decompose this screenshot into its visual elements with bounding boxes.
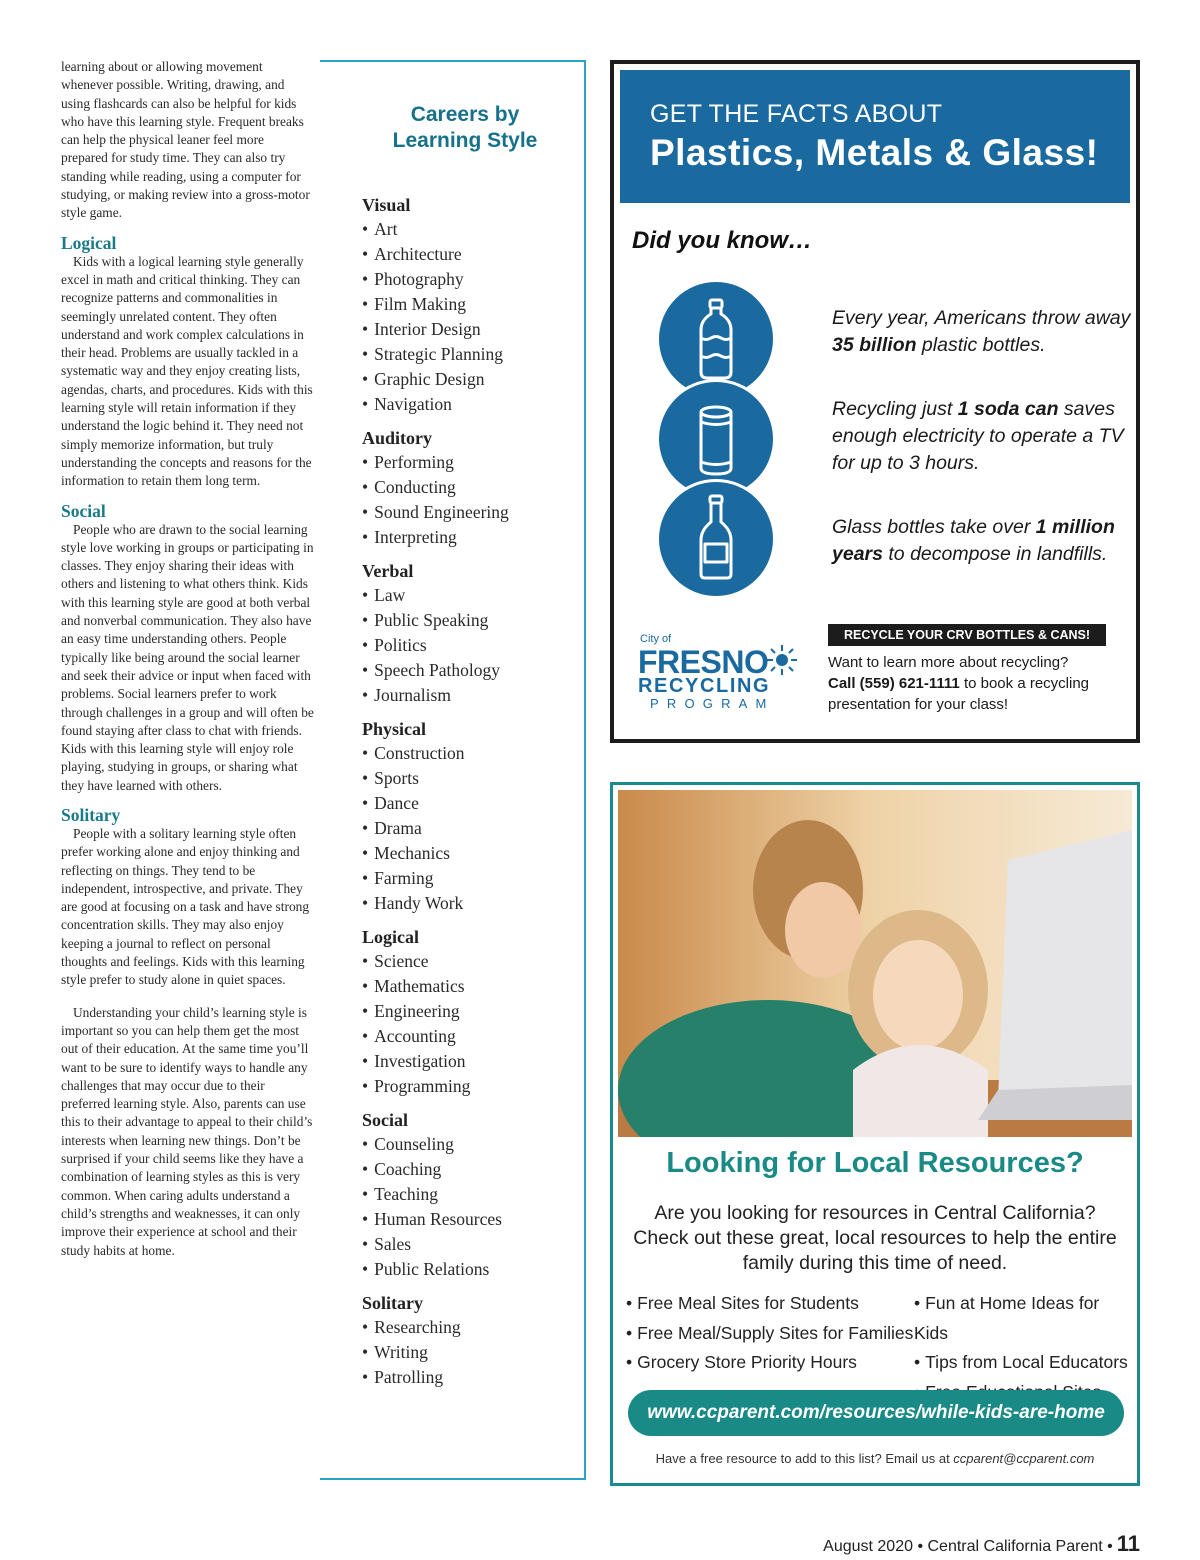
career-group-verbal (362, 559, 582, 708)
careers-title: Careers by Learning Style (392, 103, 538, 152)
list-item: • Tips from Local Educators (914, 1348, 1137, 1378)
list-item: • Counseling (362, 1132, 582, 1157)
list-item: • Architecture (362, 242, 582, 267)
section-body-social: People who are drawn to the social learning style love working in groups or participating in classes. They enjoy sharing their ideas with others and listening to what others think. Kids with this learning style are good at both verbal and nonverbal communication. They also have an easy time understanding others. People typically like being around the social learner and seek their advice or input when faced with problems. Social learners prefer to work through challenges in a group and will often be found staying after class to chat with friends. Kids with this learning style will enjoy role playing, studying in groups, or sharing what they have learned with others. (61, 521, 314, 793)
career-group-heading: Social (362, 1110, 409, 1130)
list-item: • Coaching (362, 1157, 582, 1182)
list-item: • Patrolling (362, 1365, 582, 1390)
recycling-banner (620, 70, 1130, 203)
list-item: • Fun at Home Ideas for Kids (914, 1289, 1137, 1348)
recycling-ad (610, 60, 1140, 743)
resources-body: Are you looking for resources in Central California? Check out these great, local resources to help the entire family during this time of need. (633, 1202, 1117, 1274)
list-item: • Public Relations (362, 1257, 582, 1282)
list-item: • Journalism (362, 683, 582, 708)
list-item: • Grocery Store Priority Hours (626, 1348, 913, 1378)
list-item: • Navigation (362, 392, 582, 417)
local-resources-ad (610, 782, 1140, 1486)
resources-url-link[interactable]: www.ccparent.com/resources/while-kids-are-home (628, 1390, 1124, 1436)
list-item: • Free Meal Sites for Students (626, 1289, 913, 1319)
section-body-logical: Kids with a logical learning style generally excel in math and critical thinking. They can recognize patterns and commonalities in seemingly unrelated content. They often understand and work complex calculations in their head. Problems are usually tackled in a systematic way and they enjoy creating lists, agendas, charts, and procedures. Kids with this learning style will retain information if they understand the logic behind it. They need not simply memorize information, but truly understanding the concepts and reasons for the information to retain them long term. (61, 253, 313, 489)
list-item: • Conducting (362, 475, 582, 500)
banner-headline: Plastics, Metals & Glass! (650, 132, 1099, 173)
career-group-auditory (362, 426, 582, 550)
career-group-logical (362, 925, 582, 1099)
career-group-solitary (362, 1291, 582, 1390)
section-heading-solitary: Solitary (61, 804, 121, 825)
career-group-heading: Solitary (362, 1293, 423, 1313)
article-intro: learning about or allowing movement whenever possible. Writing, drawing, and using flashcards can also be helpful for kids who have this learning style. Frequent breaks can help the physical leaner feel more prepared for study time. They can also try standing while reading, using a computer for studying, or making review into a gross-motor style game. (61, 59, 310, 221)
list-item: • Art (362, 217, 582, 242)
list-item: • Teaching (362, 1182, 582, 1207)
list-item: • Sports (362, 766, 582, 791)
list-item: • Film Making (362, 292, 582, 317)
career-group-physical (362, 717, 582, 916)
career-group-social (362, 1108, 582, 1282)
fact-plastic: Every year, Americans throw away 35 billion plastic bottles. (832, 307, 1131, 356)
list-item: • Interior Design (362, 317, 582, 342)
career-group-heading: Physical (362, 719, 427, 739)
recycling-contact: Want to learn more about recycling? Call (559) 621-1111 to book a recycling presentation for your class! (828, 654, 1090, 713)
list-item: • Photography (362, 267, 582, 292)
list-item: • Speech Pathology (362, 658, 582, 683)
resources-list-left (626, 1289, 913, 1378)
list-item: • Mathematics (362, 974, 582, 999)
did-you-know: Did you know… (632, 227, 812, 254)
article-closing: Understanding your child’s learning style is important so you can help them get the most out of their education. At the same time you’ll want to be sure to identify ways to handle any challenges that may occur due to their preferred learning style. Also, parents can use this to their advantage to appeal to their child’s interests when learning new things. Don’t be surprised if your child seems like they have a combination of learning styles as this is very common. When caring adults understand a child’s strengths and weaknesses, it can only improve their experience at school and their study habits at home. (61, 1004, 313, 1258)
list-item: • Graphic Design (362, 367, 582, 392)
list-item: • Accounting (362, 1024, 582, 1049)
career-group-heading: Logical (362, 927, 419, 947)
email-link[interactable]: ccparent@ccparent.com (953, 1451, 1095, 1466)
list-item: • Law (362, 583, 582, 608)
footer-text: August 2020 • Central California Parent • (823, 1538, 1113, 1555)
fact-soda-can: Recycling just 1 soda can saves enough electricity to operate a TV for up to 3 hours. (832, 398, 1124, 474)
article-column (61, 58, 314, 1260)
career-groups (362, 193, 582, 1399)
list-item: • Sound Engineering (362, 500, 582, 525)
page-number: 11 (1116, 1531, 1140, 1556)
resources-title: Looking for Local Resources? (666, 1147, 1084, 1179)
list-item: • Human Resources (362, 1207, 582, 1232)
list-item: • Mechanics (362, 841, 582, 866)
career-group-heading: Visual (362, 195, 411, 215)
list-item: • Performing (362, 450, 582, 475)
career-group-heading: Verbal (362, 561, 414, 581)
fact-glass: Glass bottles take over 1 million years to decompose in landfills. (832, 516, 1115, 565)
section-heading-logical: Logical (61, 232, 117, 253)
sun-icon (766, 644, 798, 676)
page-footer (823, 1531, 1140, 1557)
mother-daughter-laptop-photo (618, 790, 1132, 1137)
list-item: • Science (362, 949, 582, 974)
section-heading-social: Social (61, 500, 106, 521)
career-group-heading: Auditory (362, 428, 433, 448)
list-item: • Investigation (362, 1049, 582, 1074)
list-item: • Researching (362, 1315, 582, 1340)
career-group-visual (362, 193, 582, 417)
section-body-solitary: People with a solitary learning style often prefer working alone and enjoy thinking and reflecting on things. They tend to be independent, introspective, and private. They are good at focusing on a task and have strong concentration skills. They may also enjoy keeping a journal to reflect on personal thoughts and feelings. Kids with this learning style prefer to study alone in quiet spaces. (61, 825, 310, 988)
crv-banner: RECYCLE YOUR CRV BOTTLES & CANS! (828, 624, 1106, 646)
list-item: • Engineering (362, 999, 582, 1024)
fresno-recycling-logo: City of FRESNO RECYCLING PROGRAM (636, 630, 801, 710)
glass-bottle-icon (656, 479, 776, 599)
list-item: • Strategic Planning (362, 342, 582, 367)
list-item: • Programming (362, 1074, 582, 1099)
list-item: • Sales (362, 1232, 582, 1257)
list-item: • Free Meal/Supply Sites for Families (626, 1319, 913, 1349)
list-item: • Interpreting (362, 525, 582, 550)
list-item: • Handy Work (362, 891, 582, 916)
banner-kicker: GET THE FACTS ABOUT (650, 100, 943, 128)
careers-sidebar (320, 60, 586, 1480)
list-item: • Dance (362, 791, 582, 816)
list-item: • Politics (362, 633, 582, 658)
list-item: • Drama (362, 816, 582, 841)
list-item: • Farming (362, 866, 582, 891)
list-item: • Construction (362, 741, 582, 766)
list-item: • Writing (362, 1340, 582, 1365)
list-item: • Public Speaking (362, 608, 582, 633)
free-resource-note: Have a free resource to add to this list? Email us at ccparent@ccparent.com (655, 1451, 1095, 1466)
